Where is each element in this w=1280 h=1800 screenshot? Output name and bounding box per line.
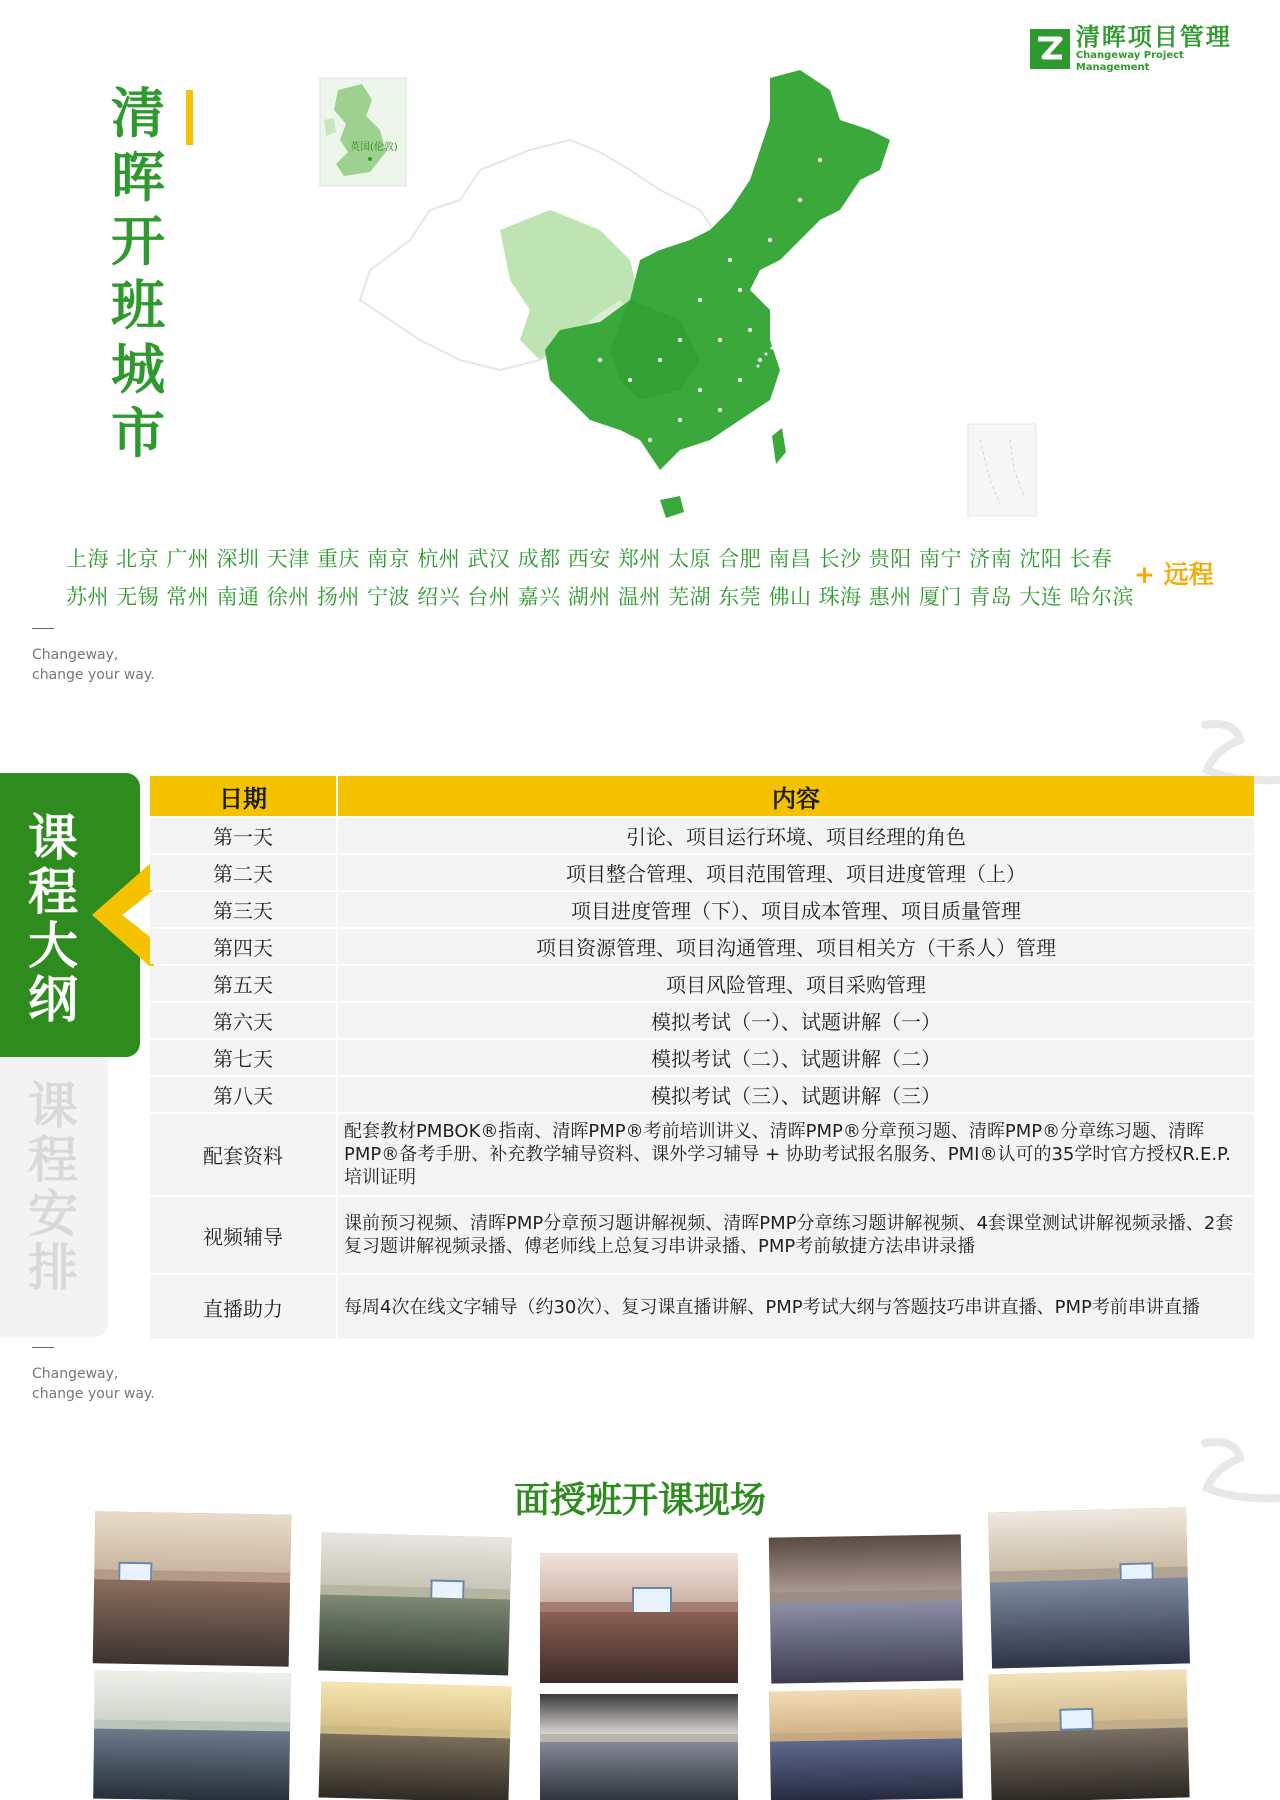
tab-char: 大 (28, 917, 78, 975)
row-content: 每周4次在线文字辅导（约30次）、复习课直播讲解、PMP考试大纲与答题技巧串讲直播、PMP考前串讲直播 (338, 1275, 1254, 1339)
map-taiwan (772, 428, 786, 464)
row-label: 视频辅导 (150, 1197, 338, 1273)
tab-char: 纲 (28, 971, 78, 1029)
tab-char: 安 (28, 1185, 78, 1243)
title-char: 城 (111, 338, 165, 401)
uk-inset-map (320, 78, 406, 186)
course-outline-table (150, 774, 1254, 1341)
row-content: 项目进度管理（下）、项目成本管理、项目质量管理 (338, 892, 1254, 927)
cities-list (66, 540, 1135, 616)
row-content: 项目整合管理、项目范围管理、项目进度管理（上） (338, 855, 1254, 890)
row-day: 第八天 (150, 1077, 338, 1112)
row-content: 项目资源管理、项目沟通管理、项目相关方（干系人）管理 (338, 929, 1254, 964)
tagline-dash (32, 628, 54, 629)
tab-char: 程 (28, 1131, 78, 1189)
table-row (150, 892, 1254, 927)
remote-option: + 远程 (1134, 560, 1214, 589)
class-photo-9 (769, 1688, 963, 1800)
class-photo-6 (93, 1671, 291, 1800)
uk-label: 英国(伦敦) (350, 142, 398, 153)
logo-subtitle: Changeway Project Management (1075, 50, 1184, 73)
table-row-materials (150, 1114, 1254, 1195)
row-day: 第五天 (150, 966, 338, 1001)
row-label: 配套资料 (150, 1114, 338, 1195)
title-char: 晖 (111, 146, 165, 209)
tagline-line-1: Changeway, (32, 647, 119, 663)
table-row (150, 1003, 1254, 1038)
header-date: 日期 (150, 776, 338, 816)
tab-char: 课 (28, 1077, 78, 1135)
title-accent-bar (186, 90, 193, 145)
row-day: 第六天 (150, 1003, 338, 1038)
chevron-left-icon (92, 860, 154, 970)
table-header-row (150, 776, 1254, 816)
class-photo-8 (540, 1694, 738, 1800)
row-content: 引论、项目运行环境、项目经理的角色 (338, 818, 1254, 853)
table-row (150, 1040, 1254, 1075)
row-day: 第一天 (150, 818, 338, 853)
tagline-1 (32, 628, 155, 685)
title-char: 班 (111, 274, 165, 337)
class-photo-10 (988, 1669, 1189, 1800)
tab-course-schedule[interactable] (0, 1057, 108, 1337)
row-day: 第四天 (150, 929, 338, 964)
header-content: 内容 (338, 776, 1254, 816)
row-day: 第二天 (150, 855, 338, 890)
table-row (150, 966, 1254, 1001)
cities-row-2: 苏州 无锡 常州 南通 徐州 扬州 宁波 绍兴 台州 嘉兴 湖州 温州 芜湖 东莞 佛山 珠海 惠州 厦门 青岛 大连 哈尔滨 (66, 585, 1135, 609)
row-content: 模拟考试（一）、试题讲解（一） (338, 1003, 1254, 1038)
map-hainan (660, 496, 684, 518)
title-char: 清 (111, 82, 165, 145)
tab-char: 课 (28, 809, 78, 867)
logo-title: 清晖项目管理 (1075, 23, 1232, 51)
table-row-live (150, 1275, 1254, 1339)
tab-char: 排 (28, 1239, 78, 1297)
brand-logo (1030, 23, 1260, 73)
row-content: 模拟考试（二）、试题讲解（二） (338, 1040, 1254, 1075)
row-content: 配套教材PMBOK®指南、清晖PMP®考前培训讲义、清晖PMP®分章预习题、清晖PMP®分章练习题、清晖PMP®备考手册、补充教学辅导资料、课外学习辅导 + 协助考试报名服务、PMI®认可的35学时官方授权R.E.P.培训证明 (338, 1114, 1254, 1195)
cities-section-title (108, 82, 168, 466)
class-photo-4 (769, 1534, 964, 1683)
table-row-video (150, 1197, 1254, 1273)
table-row (150, 929, 1254, 964)
china-map (300, 60, 1060, 530)
class-photo-3 (540, 1553, 738, 1683)
cities-row-1: 上海 北京 广州 深圳 天津 重庆 南京 杭州 武汉 成都 西安 郑州 太原 合肥 南昌 长沙 贵阳 南宁 济南 沈阳 长春 (66, 547, 1113, 571)
title-char: 开 (111, 210, 165, 273)
tagline-dash (32, 1347, 54, 1348)
row-day: 第三天 (150, 892, 338, 927)
tagline-line-2: change your way. (32, 667, 155, 683)
row-content: 模拟考试（三）、试题讲解（三） (338, 1077, 1254, 1112)
row-label: 直播助力 (150, 1275, 338, 1339)
tab-char: 程 (28, 863, 78, 921)
table-row (150, 855, 1254, 890)
title-char: 市 (111, 402, 165, 465)
tagline-line-1: Changeway, (32, 1366, 119, 1382)
class-photo-5 (988, 1507, 1190, 1668)
photos-section-title: 面授班开课现场 (513, 1480, 766, 1521)
tagline-line-2: change your way. (32, 1386, 155, 1402)
table-row (150, 1077, 1254, 1112)
row-content: 项目风险管理、项目采购管理 (338, 966, 1254, 1001)
row-day: 第七天 (150, 1040, 338, 1075)
tagline-2 (32, 1347, 155, 1404)
south-sea-inset-map (968, 424, 1036, 516)
class-photo-7 (319, 1682, 512, 1800)
class-photo-1 (93, 1511, 292, 1666)
row-content: 课前预习视频、清晖PMP分章预习题讲解视频、清晖PMP分章练习题讲解视频、4套课堂测试讲解视频录播、2套复习题讲解视频录播、傅老师线上总复习串讲录播、PMP考前敏捷方法串讲录播 (338, 1197, 1254, 1273)
class-photo-2 (318, 1533, 512, 1676)
table-row (150, 818, 1254, 853)
